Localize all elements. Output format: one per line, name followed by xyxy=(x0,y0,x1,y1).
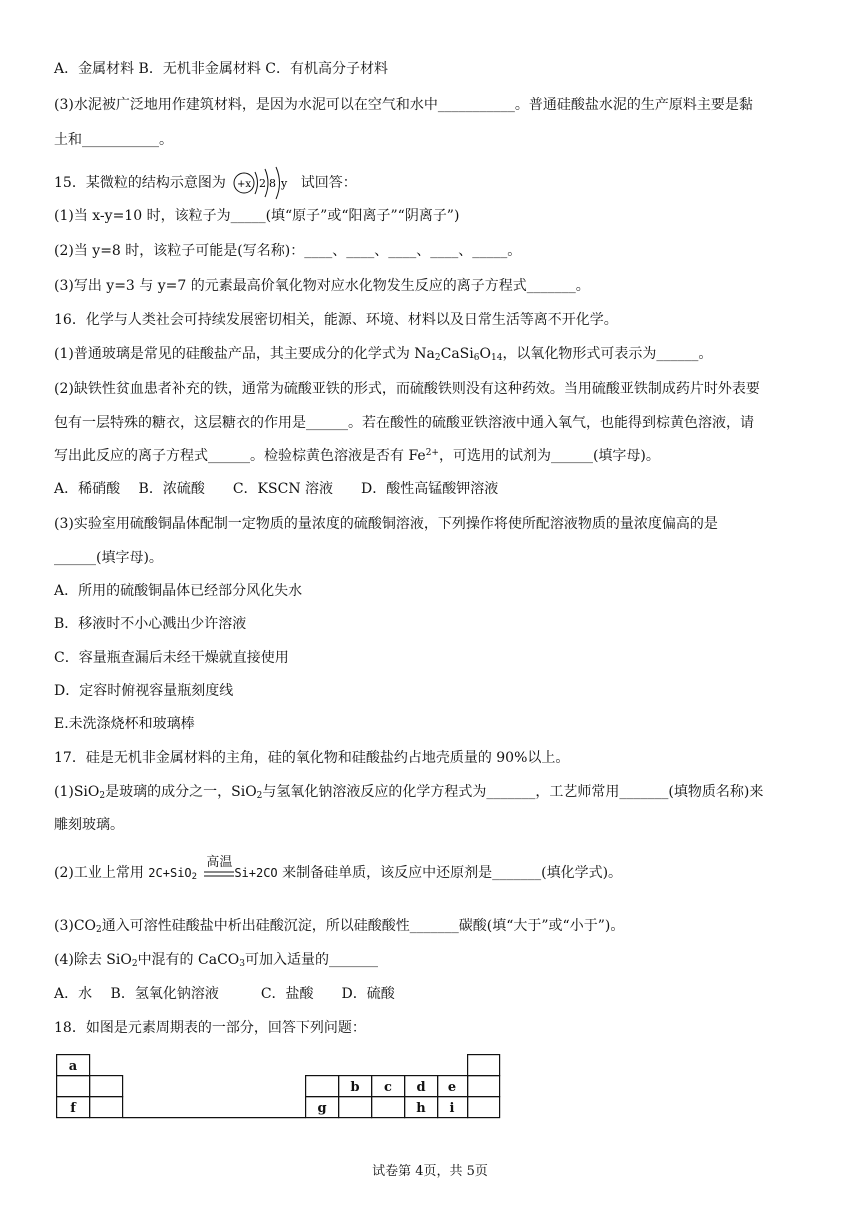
q17-intro: 17．硅是无机非金属材料的主角，硅的氧化物和硅酸盐约占地壳质量的 90%以上。 xyxy=(54,750,570,766)
q16-part3-option-d: D．定容时俯视容量瓶刻度线 xyxy=(54,683,234,699)
shell1-count: 2 xyxy=(259,177,267,190)
element-b: b xyxy=(350,1080,360,1095)
ion-structure-diagram xyxy=(232,166,294,200)
silicon-reaction-equation: 2C+SiO$_2$ 高温 Si+2CO xyxy=(148,854,278,882)
element-f: f xyxy=(70,1101,76,1116)
equals-sign xyxy=(204,870,234,878)
q15-intro xyxy=(54,166,820,200)
q14-part3-line2: 土和___________。 xyxy=(54,132,173,148)
nucleus-label: +x xyxy=(237,179,252,190)
q16-part3-option-e: E.未洗涤烧杯和玻璃棒 xyxy=(54,716,195,732)
q16-part1: (1)普通玻璃是常见的硅酸盐产品，其主要成分的化学式为 $Na_2CaSi_6O_{14}$，以氧化物形式可表示为______。 xyxy=(54,346,713,363)
q15-part1: (1)当 x-y=10 时，该粒子为_____(填“原子”或“阳离子”“阴离子”) xyxy=(54,208,460,224)
shell3-count: y xyxy=(281,177,288,190)
q17-part1-line2: 雕刻玻璃。 xyxy=(54,817,124,833)
element-a: a xyxy=(68,1059,78,1074)
q16-intro: 16．化学与人类社会可持续发展密切相关，能源、环境、材料以及日常生活等离不开化学。 xyxy=(54,312,618,328)
element-d: d xyxy=(416,1080,426,1095)
q17-part2: (2)工业上常用 2C+SiO$_2$ 高温 Si+2CO 来制备硅单质，该反应中还原剂是_______(填化学式)。 xyxy=(54,854,623,882)
q16-part2-line1: (2)缺铁性贫血患者补充的铁，通常为硫酸亚铁的形式，而硫酸铁则没有这种药效。当用硫酸亚铁制成药片时外表要 xyxy=(54,381,760,397)
q16-part3-option-b: B．移液时不小心溅出少许溶液 xyxy=(54,616,247,632)
q17-part3: $(3)CO_2$通入可溶性硅酸盐中析出硅酸沉淀，所以硅酸酸性_______碳酸(填“大于”或“小于”)。 xyxy=(54,918,625,935)
q16-part3-line2: ______(填字母)。 xyxy=(54,550,163,566)
element-i: i xyxy=(449,1101,455,1116)
periodic-table-fragment xyxy=(56,1054,502,1120)
q16-part2-line3: 写出此反应的离子方程式______。检验棕黄色溶液是否有 $Fe^{2+}$，可选用的试剂为______(填字母)。 xyxy=(54,448,660,464)
page-footer: 试卷第 4页，共 5页 xyxy=(372,1164,488,1179)
q16-part2-line2: 包有一层特殊的糖衣，这层糖衣的作用是______。若在酸性的硫酸亚铁溶液中通入氧气，也能得到棕黄色溶液，请 xyxy=(54,415,754,431)
q17-part4: (4)除去 SiO$_2$中混有的 CaCO$_3$可加入适量的_______ xyxy=(54,952,378,969)
q18-intro: 18．如图是元素周期表的一部分，回答下列问题： xyxy=(54,1020,366,1036)
element-h: h xyxy=(416,1101,426,1116)
reaction-condition: 高温 xyxy=(206,854,233,870)
q17-part1-line1: (1)SiO$_2$是玻璃的成分之一，SiO$_2$与氢氧化钠溶液反应的化学方程式为_______，工艺师常用_______(填物质名称)来 xyxy=(54,784,764,801)
q15-part2: (2)当 y=8 时，该粒子可能是(写名称)：____、____、____、____、_____。 xyxy=(54,243,522,259)
q15-intro-text: 15．某微粒的结构示意图为 xyxy=(54,175,226,191)
q15-part3: (3)写出 y=3 与 y=7 的元素最高价氧化物对应水化物发生反应的离子方程式_______。 xyxy=(54,278,590,294)
element-c: c xyxy=(384,1080,392,1095)
q15-intro-text2: 试回答： xyxy=(300,175,357,191)
shell2-count: 8 xyxy=(269,177,277,190)
q17-part4-options: A．水 B．氢氧化钠溶液 C．盐酸 D．硫酸 xyxy=(54,986,395,1002)
q16-part3-option-c: C．容量瓶查漏后未经干燥就直接使用 xyxy=(54,650,289,666)
q16-part3-option-a: A．所用的硫酸铜晶体已经部分风化失水 xyxy=(54,583,303,599)
q14-options: A．金属材料 B．无机非金属材料 C．有机高分子材料 xyxy=(54,61,389,77)
q14-part3-line1: (3)水泥被广泛地用作建筑材料，是因为水泥可以在空气和水中___________。普通硅酸盐水泥的生产原料主要是黏 xyxy=(54,97,753,113)
q16-part3-line1: (3)实验室用硫酸铜晶体配制一定物质的量浓度的硫酸铜溶液，下列操作将使所配溶液物质的量浓度偏高的是 xyxy=(54,516,718,532)
element-e: e xyxy=(447,1080,457,1095)
element-g: g xyxy=(317,1101,327,1116)
q16-part2-options: A．稀硝酸 B．浓硫酸 C．KSCN 溶液 D．酸性高锰酸钾溶液 xyxy=(54,481,499,497)
